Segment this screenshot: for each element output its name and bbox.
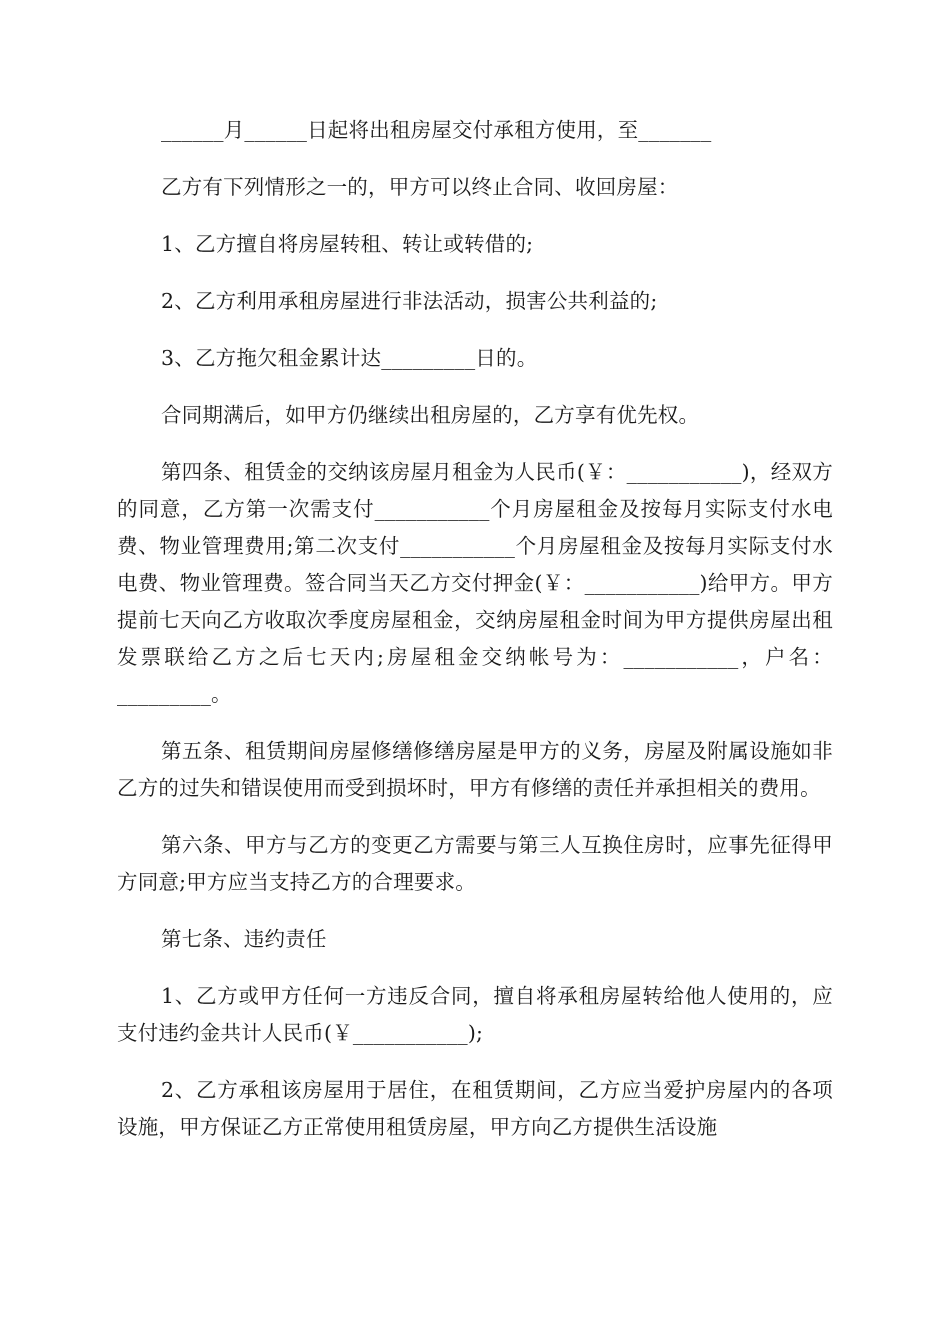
paragraph-condition-1: 1、乙方擅自将房屋转租、转让或转借的; <box>161 232 534 256</box>
paragraph-priority-right: 合同期满后，如甲方仍继续出租房屋的，乙方享有优先权。 <box>161 403 700 427</box>
paragraph-termination-conditions: 乙方有下列情形之一的，甲方可以终止合同、收回房屋： <box>161 175 679 199</box>
paragraph-lease-start: ______月______日起将出租房屋交付承租方使用，至_______ <box>161 118 712 142</box>
paragraph-article-4-rent: 第四条、租赁金的交纳该房屋月租金为人民币(￥：___________)，经双方的同意，乙方第一次需支付___________个月房屋租金及按每月实际支付水电费、物业管理费用;第二次支付___________个月房屋租金及按每月实际支付水电费、物业管理费。签合同当天乙方交付押金(￥：___________)给甲方。甲方提前七天向乙方收取次季度房屋租金，交纳房屋租金时间为甲方提供房屋出租发票联给乙方之后七天内;房屋租金交纳帐号为：___________，户名：_________。 <box>117 460 833 706</box>
paragraph-article-5-repair: 第五条、租赁期间房屋修缮修缮房屋是甲方的义务，房屋及附属设施如非乙方的过失和错误使用而受到损坏时，甲方有修缮的责任并承担相关的费用。 <box>117 739 833 800</box>
paragraph-breach-2: 2、乙方承租该房屋用于居住，在租赁期间，乙方应当爱护房屋内的各项设施，甲方保证乙方正常使用租赁房屋，甲方向乙方提供生活设施 <box>117 1078 833 1139</box>
paragraph-breach-1: 1、乙方或甲方任何一方违反合同，擅自将承租房屋转给他人使用的，应支付违约金共计人民币(￥___________); <box>117 984 833 1045</box>
document-body <box>117 112 833 1166</box>
paragraph-condition-3: 3、乙方拖欠租金累计达_________日的。 <box>161 346 538 370</box>
paragraph-article-7-heading: 第七条、违约责任 <box>161 927 327 951</box>
paragraph-condition-2: 2、乙方利用承租房屋进行非法活动，损害公共利益的; <box>161 289 658 313</box>
paragraph-article-6-change: 第六条、甲方与乙方的变更乙方需要与第三人互换住房时，应事先征得甲方同意;甲方应当支持乙方的合理要求。 <box>117 833 833 894</box>
